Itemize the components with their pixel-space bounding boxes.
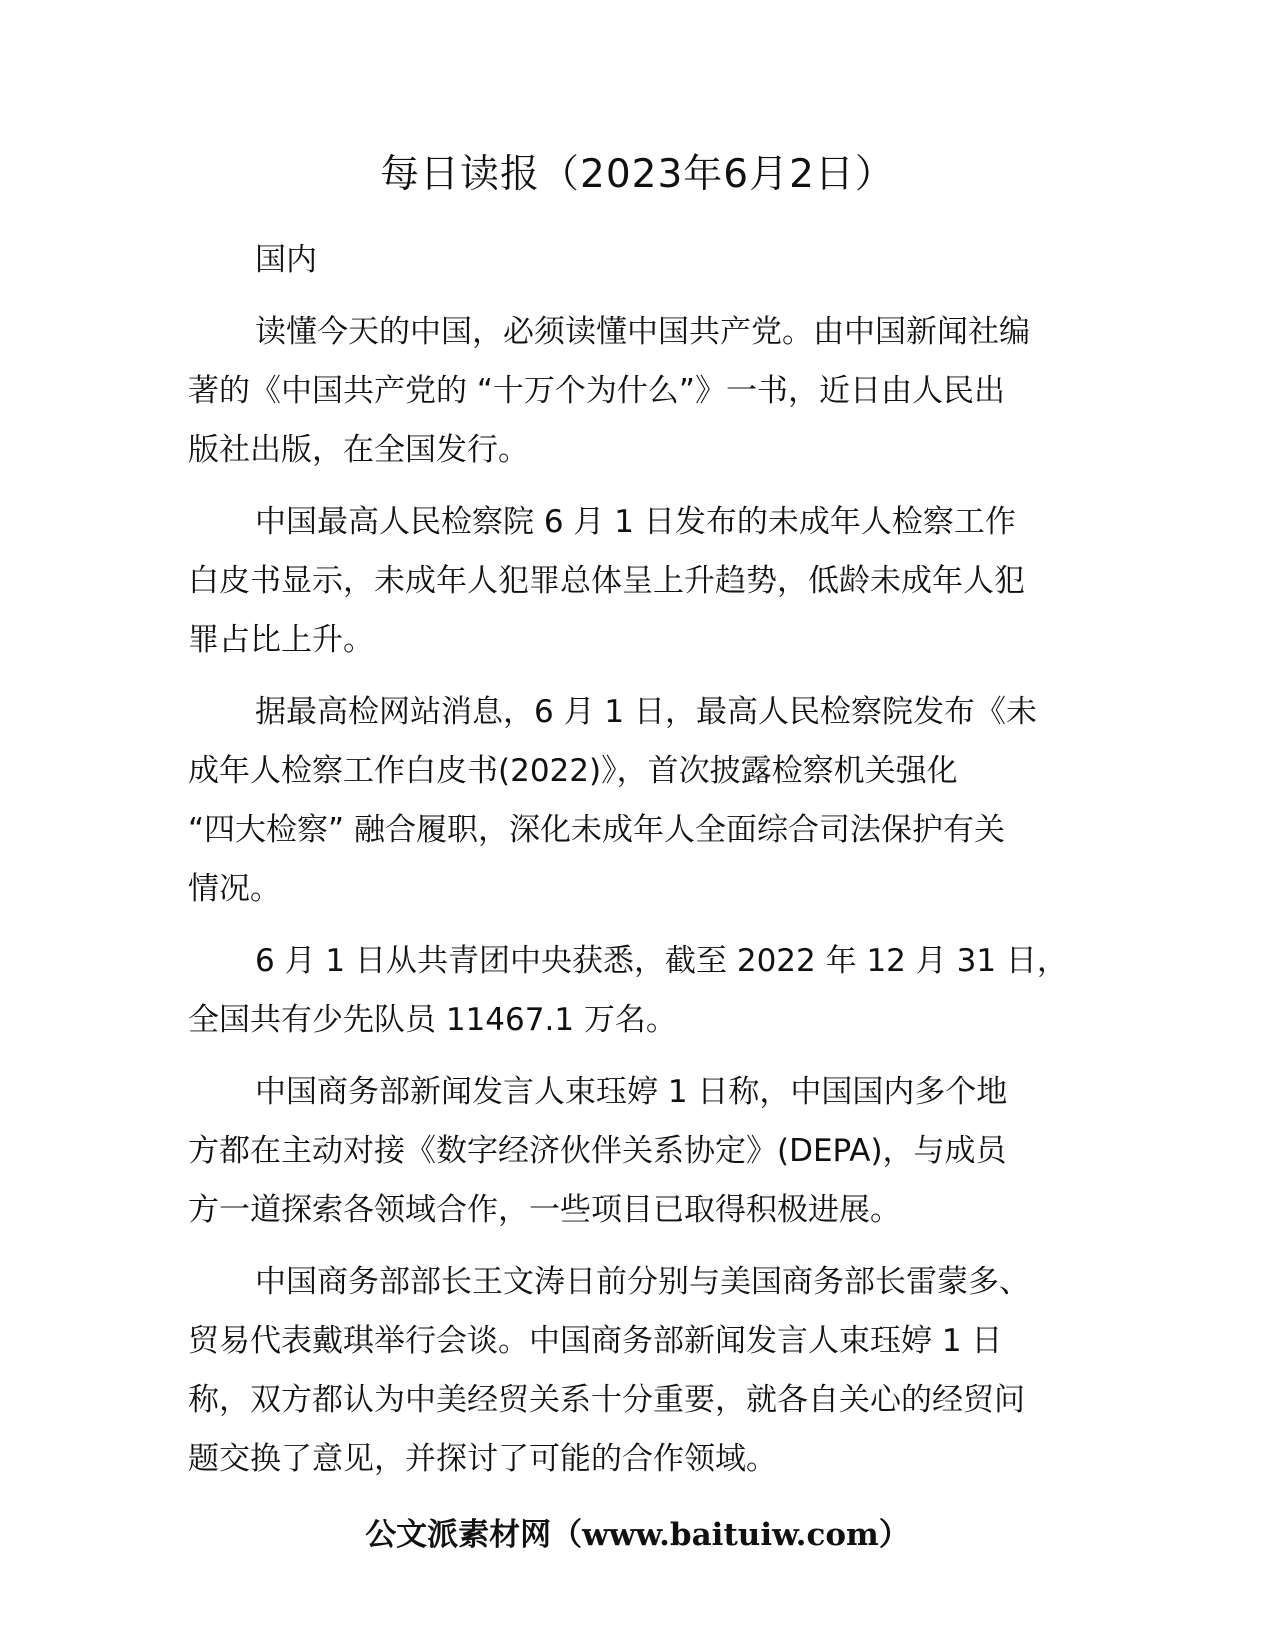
paragraph-line: 罪占比上升。: [188, 622, 374, 658]
paragraph-line: 方一道探索各领域合作，一些项目已取得积极进展。: [188, 1192, 901, 1228]
section-heading-text: 国内: [255, 242, 317, 278]
footer-source: 公文派素材网（www.baituiw.com）: [365, 1517, 910, 1553]
paragraph-3: [188, 683, 1093, 919]
paragraph-4: [188, 932, 1093, 1050]
paragraph-line: 全国共有少先队员 11467.1 万名。: [188, 1002, 677, 1038]
paragraph-6: [188, 1253, 1093, 1489]
section-heading: [188, 231, 1093, 290]
document-title: 每日读报（2023年6月2日）: [380, 152, 895, 197]
paragraph-line: 白皮书显示，未成年人犯罪总体呈上升趋势，低龄未成年人犯: [188, 563, 1025, 599]
document-body: [188, 231, 1093, 1502]
paragraph-line: 贸易代表戴琪举行会谈。中国商务部新闻发言人束珏婷 1 日: [188, 1323, 1003, 1359]
paragraph-5: [188, 1063, 1093, 1240]
paragraph-line: “四大检察” 融合履职，深化未成年人全面综合司法保护有关: [188, 812, 1005, 848]
paragraph-1: [188, 303, 1093, 480]
paragraph-line: 中国最高人民检察院 6 月 1 日发布的未成年人检察工作: [255, 504, 1016, 540]
paragraph-line: 6 月 1 日从共青团中央获悉，截至 2022 年 12 月 31 日，: [255, 943, 1068, 979]
paragraph-line: 成年人检察工作白皮书(2022)》，首次披露检察机关强化: [188, 753, 958, 789]
paragraph-line: 方都在主动对接《数字经济伙伴关系协定》(DEPA)，与成员: [188, 1133, 1007, 1169]
paragraph-line: 读懂今天的中国，必须读懂中国共产党。由中国新闻社编: [255, 314, 1030, 350]
paragraph-line: 版社出版，在全国发行。: [188, 432, 529, 468]
paragraph-line: 据最高检网站消息，6 月 1 日，最高人民检察院发布《未: [255, 694, 1038, 730]
paragraph-line: 中国商务部部长王文涛日前分别与美国商务部长雷蒙多、: [255, 1264, 1030, 1300]
paragraph-2: [188, 493, 1093, 670]
paragraph-line: 著的《中国共产党的 “十万个为什么”》一书，近日由人民出: [188, 373, 1005, 409]
paragraph-line: 称，双方都认为中美经贸关系十分重要，就各自关心的经贸问: [188, 1382, 1025, 1418]
paragraph-line: 题交换了意见，并探讨了可能的合作领域。: [188, 1441, 777, 1477]
paragraph-line: 中国商务部新闻发言人束珏婷 1 日称，中国国内多个地: [255, 1074, 1008, 1110]
paragraph-line: 情况。: [188, 871, 281, 907]
